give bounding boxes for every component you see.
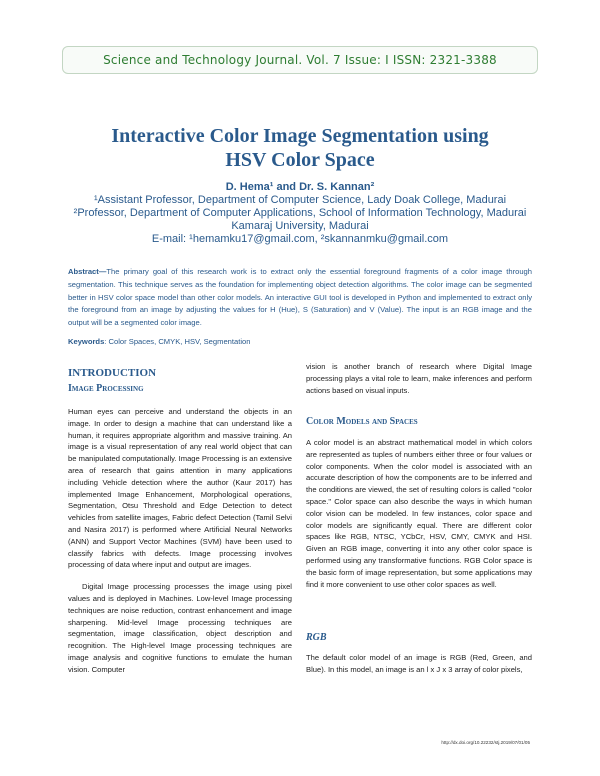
right-column-mid (306, 437, 532, 590)
image-processing-heading: Image Processing (68, 383, 144, 394)
right-column-bottom (306, 652, 532, 676)
color-models-heading: Color Models and Spaces (306, 416, 418, 427)
affiliation-2b: Kamaraj University, Madurai (231, 220, 369, 232)
author-emails: E-mail: ¹hemamku17@gmail.com, ²skannanmku@gmail.com (151, 233, 449, 245)
right-column-top (306, 361, 532, 396)
rgb-heading: RGB (306, 632, 327, 643)
right-paragraph-0: vision is another branch of research where Digital Image processing plays a vital role to learn, make inferences and perform actions based on visual inputs. (306, 362, 532, 395)
author-names: D. Hema¹ and Dr. S. Kannan² (225, 181, 375, 193)
paper-title-line1: Interactive Color Image Segmentation using (111, 125, 489, 147)
abstract (68, 266, 532, 330)
right-paragraph-1: A color model is an abstract mathematical model in which colors are represented as tuples of numbers either three or four values or color components. When the color model is associated with an accurate description of how the components are to be inferred and the conditions are viewed, the set of resulting colors is called "color space." Color space can also describe the ways in which human color vision can be modeled. In few instances, color space and color models are significantly equal. There are different color spaces like RGB, NTSC, YCbCr, HSV, CMY, CMYK and HSI. Given an RGB image, converting it into any other color space is performed using any transformative functions. RGB Color space is the basic form of image representation, but some applications may find it more convenient to use other color spaces as well. (306, 438, 532, 589)
author-block (60, 181, 540, 246)
left-paragraph-1: Human eyes can perceive and understand the objects in an image. In order to design a machine that can understand like a human, it requires appropriate algorithm and massive training. An image is a visual representation of any real world object that can be manipulated computationally. Image Processing is an extensive area of research that gains attention in many applications including Vehicle detection where the author (Kaur 2017) has implemented Image Enhancement, Morphological operations, Segmentation, Otsu Threshold and Edge Detection to detect vehicles from satellite images, Fabric defect Detection (Tamil Selvi and Nasira 2017) is performed where Artificial Neural Networks (ANN) and Support Vector Machines (SVM) have been used to classify fabrics with defects. Image processing involves processing of data where input and output are images. (68, 407, 292, 570)
journal-banner: Science and Technology Journal. Vol. 7 Issue: I ISSN: 2321-3388 (62, 46, 538, 74)
intro-heading: INTRODUCTION (68, 367, 157, 379)
paper-title-line2: HSV Color Space (225, 149, 375, 171)
doi-link[interactable]: http://dx.doi.org/10.22232/stj.2019/07/01/05 (441, 740, 530, 745)
right-paragraph-2: The default color model of an image is RGB (Red, Green, and Blue). In this model, an image is an l x J x 3 array of color pixels, (306, 653, 532, 674)
affiliation-1: ¹Assistant Professor, Department of Computer Science, Lady Doak College, Madurai (93, 194, 507, 206)
keywords-label: Keywords (68, 337, 105, 346)
keywords (68, 337, 532, 346)
affiliation-2: ²Professor, Department of Computer Applications, School of Information Technology, Madurai (73, 207, 527, 219)
left-paragraph-2: Digital Image processing processes the image using pixel values and is deployed in Machines. Low-level Image processing techniques are noise reduction, contrast enhancement and image sharpening. Mid-level Image processing techniques are segmentation, image classification, object description and recognition. The High-level Image processing techniques are image analysis and cognitive functions to emulate the human vision. Computer (68, 582, 292, 674)
abstract-label: Abstract— (68, 267, 107, 276)
keywords-text: : Color Spaces, CMYK, HSV, Segmentation (104, 337, 251, 346)
abstract-text: The primary goal of this research work is to extract only the essential foreground fragments of a color image through segmentation. This technique serves as the foundation for implementing object detection algorithms. The color image can be segmented better in HSV color space model than other color models. An interactive GUI tool is developed in Python and implemented to extract only the foreground from an image by adjusting the values for H (Hue), S (Saturation) and V (Value). The input is an RGB image and the output will be a segmented color image. (68, 267, 532, 328)
left-column (68, 406, 292, 676)
